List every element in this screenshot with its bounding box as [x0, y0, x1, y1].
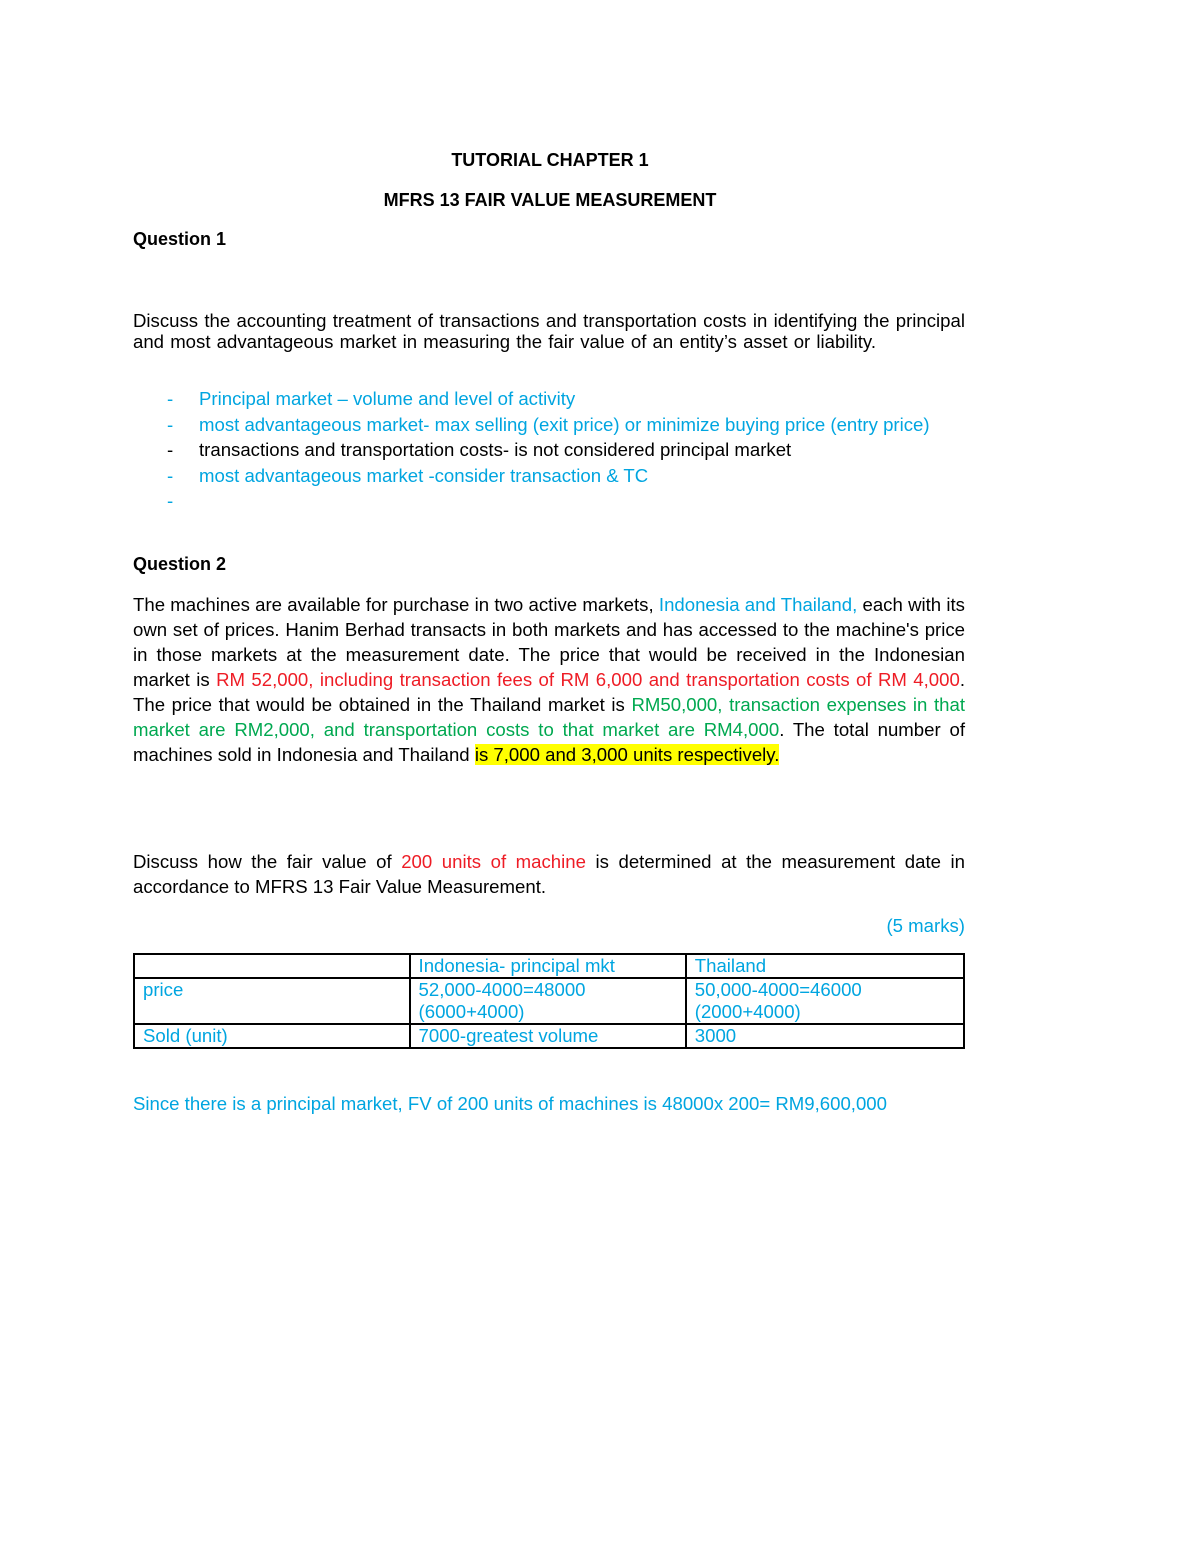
question-2-heading: Question 2 [133, 554, 227, 574]
question-2-text: The machines are available for purchase in two active markets, Indonesia and Thailand, each with its own set of prices. Hanim Berhad transacts in both markets and has accessed to the machine's price in those markets at the measurement date. The price that would be received in the Indonesian market is RM 52,000, including transaction fees of RM 6,000 and transportation costs of RM 4,000. The price that would be obtained in the Thailand market is RM50,000, transaction expenses in that market are RM2,000, and transportation costs to that market are RM4,000. The total number of machines sold in Indonesia and Thailand is 7,000 and 3,000 units respectively. [133, 594, 965, 765]
table-cell: Thailand [686, 954, 964, 978]
answer-table [133, 953, 965, 1049]
question-1-answer-list: - Principal market – volume and level of activity - most advantageous market- max selling (exit price) or minimize buying price (entry price) - transactions and transportation costs- is not considered principal market - most advantageous market -consider transaction & TC - [133, 386, 965, 488]
conclusion-text: Since there is a principal market, FV of 200 units of machines is 48000x 200= RM9,600,000 [133, 1093, 887, 1114]
table-cell: 3000 [686, 1024, 964, 1048]
highlighted-markets: Indonesia and Thailand, [658, 594, 858, 615]
document-title: TUTORIAL CHAPTER 1 [451, 150, 649, 170]
table-cell: Sold (unit) [134, 1024, 410, 1048]
list-item: - most advantageous market- max selling (exit price) or minimize buying price (entry price) [167, 413, 930, 435]
units-of-machine-text: 200 units of machine [401, 851, 586, 872]
list-item: - most advantageous market -consider transaction & TC [167, 464, 649, 486]
indonesia-price-text: RM 52,000, including transaction fees of RM 6,000 and transportation costs of RM 4,000 [216, 669, 960, 690]
table-cell: price [134, 978, 410, 1024]
question-1-text: Discuss the accounting treatment of transactions and transportation costs in identifying the principal and most advantageous market in measuring the fair value of an entity’s asset or liability. [133, 310, 965, 352]
table-header-row [134, 954, 964, 978]
question-2-task: Discuss how the fair value of 200 units of machine is determined at the measurement date in accordance to MFRS 13 Fair Value Measurement. [133, 851, 966, 897]
table-row [134, 978, 964, 1024]
table-cell: 52,000-4000=48000 (6000+4000) [410, 978, 686, 1024]
document-subtitle: MFRS 13 FAIR VALUE MEASUREMENT [383, 190, 717, 210]
table-cell: Indonesia- principal mkt [410, 954, 686, 978]
list-item: - transactions and transportation costs- is not considered principal market [167, 439, 792, 460]
highlighted-units-text: is 7,000 and 3,000 units respectively. [474, 744, 780, 765]
question-1-heading: Question 1 [133, 229, 227, 249]
list-item: - Principal market – volume and level of activity [167, 388, 576, 409]
marks-label: (5 marks) [886, 915, 965, 936]
table-cell: 7000-greatest volume [410, 1024, 686, 1048]
table-row [134, 1024, 964, 1048]
table-cell: 50,000-4000=46000 (2000+4000) [686, 978, 964, 1024]
table-cell [134, 954, 410, 978]
thailand-price-text: RM50,000, transaction expenses in that market are RM2,000, and transportation costs to that market are RM4,000 [133, 694, 965, 740]
